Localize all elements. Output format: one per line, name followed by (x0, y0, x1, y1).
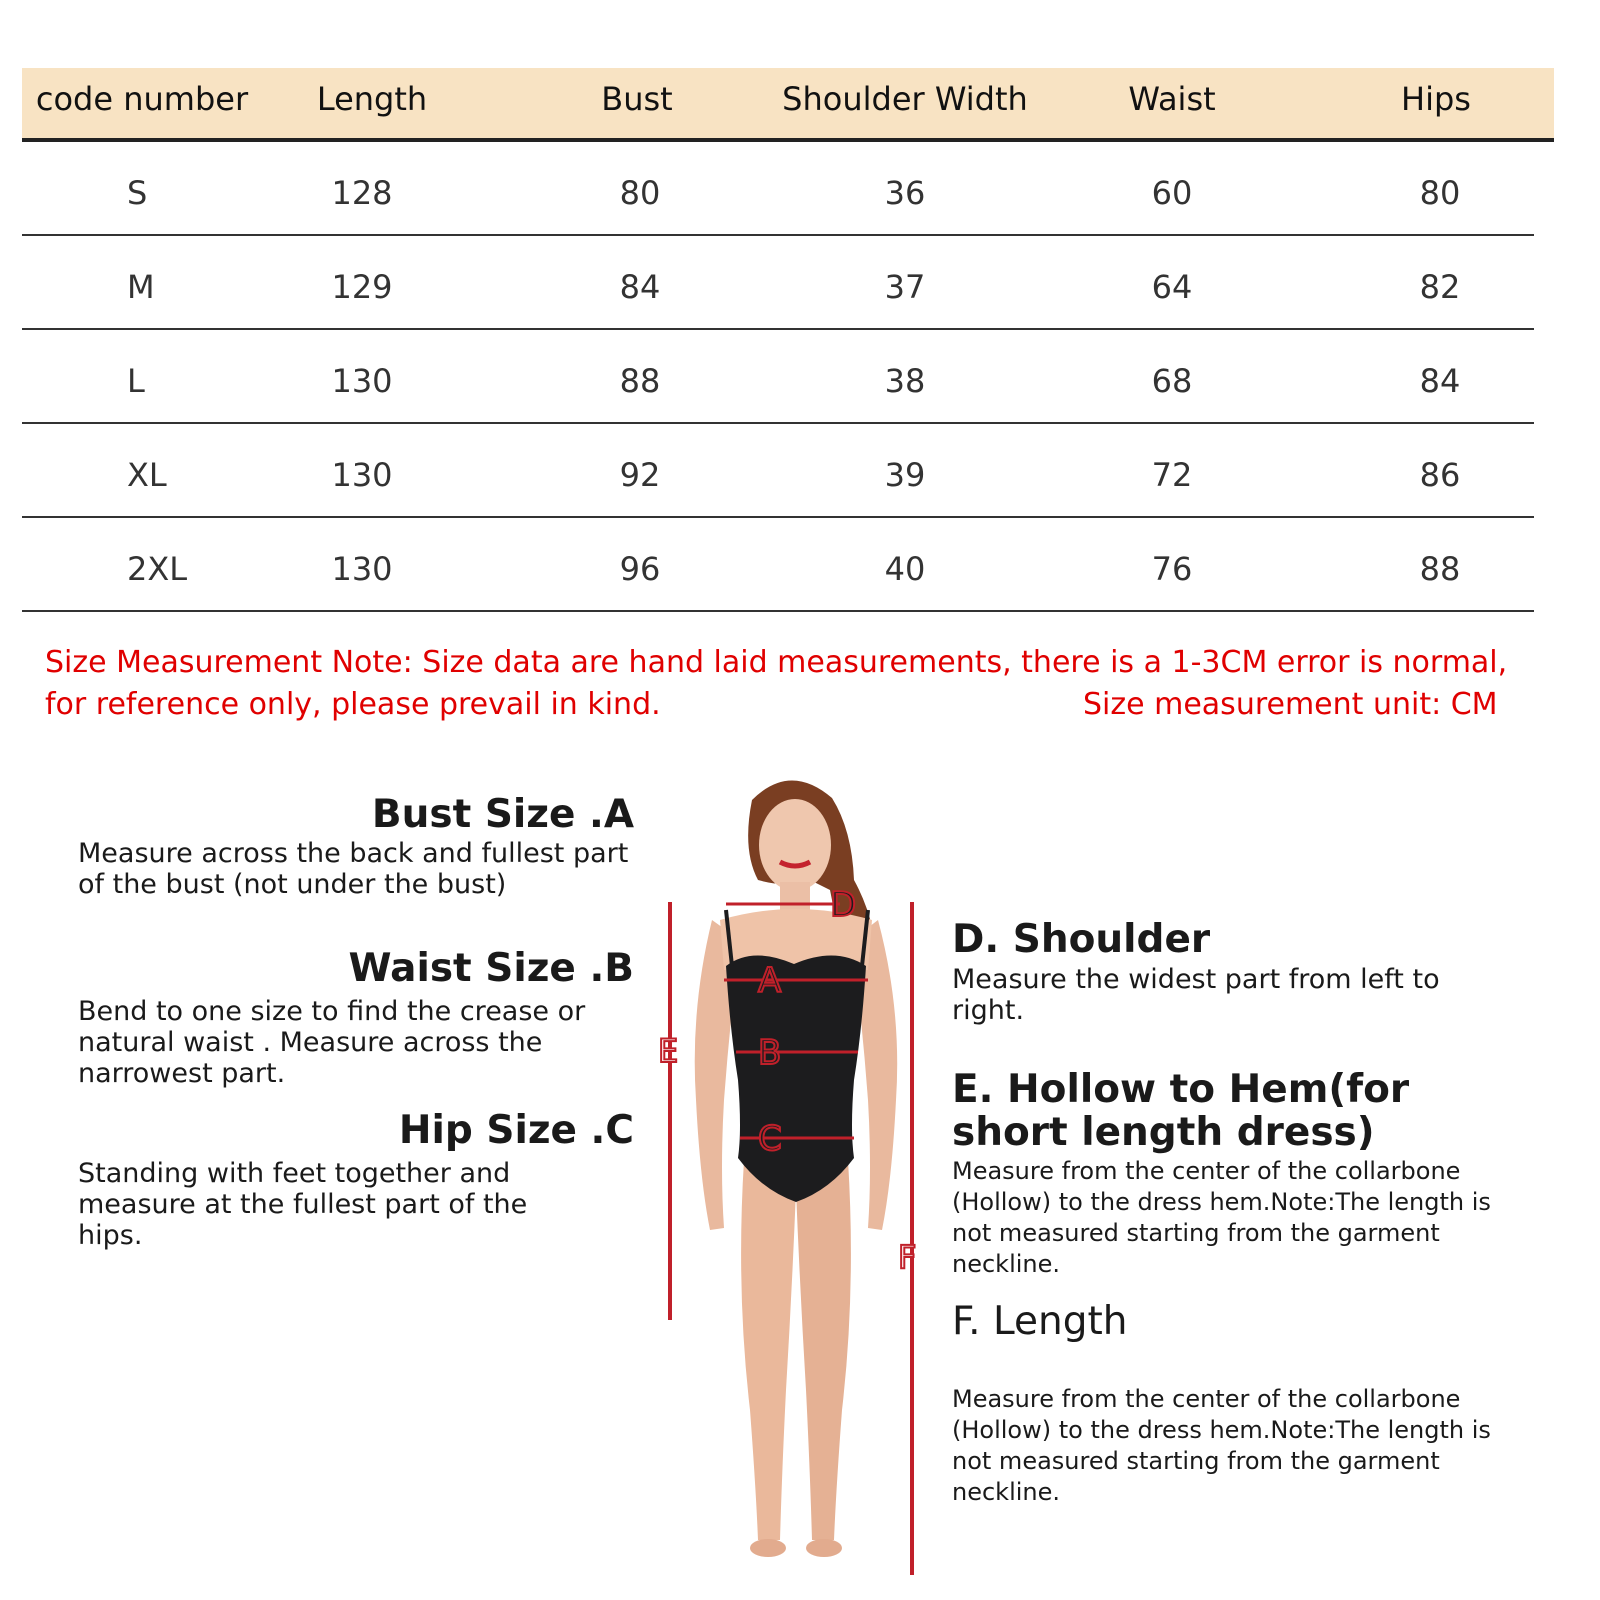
header-waist: Waist (1128, 80, 1216, 118)
header-shoulder-width: Shoulder Width (782, 80, 1028, 118)
cell-hips: 82 (1419, 268, 1461, 306)
table-row (22, 518, 1534, 612)
cell-length: 130 (331, 362, 393, 400)
note-unit: Size measurement unit: CM (1083, 687, 1498, 722)
waist-title: Waist Size .B (348, 946, 634, 991)
right-leg-shape (796, 1160, 851, 1540)
header-hips: Hips (1401, 80, 1471, 118)
cell-shoulder: 38 (884, 362, 926, 400)
label-e: E (658, 1032, 679, 1070)
left-leg-shape (741, 1160, 796, 1540)
table-row (22, 142, 1534, 236)
label-c: C (758, 1119, 782, 1159)
header-code-number: code number (35, 80, 249, 118)
cell-waist: 76 (1151, 550, 1193, 588)
header-length: Length (316, 80, 428, 118)
cell-shoulder: 39 (884, 456, 926, 494)
cell-hips: 86 (1419, 456, 1461, 494)
cell-waist: 68 (1151, 362, 1193, 400)
hip-text: Standing with feet together and measure at the fullest part of the hips. (78, 1158, 528, 1251)
cell-length: 130 (331, 456, 393, 494)
shoulder-text: Measure the widest part from left to right. (952, 964, 1440, 1026)
cell-waist: 60 (1151, 174, 1193, 212)
cell-bust: 88 (619, 362, 661, 400)
bodysuit-shape (726, 955, 866, 1202)
table-row (22, 236, 1534, 330)
cell-hips: 84 (1419, 362, 1461, 400)
cell-size: M (127, 268, 155, 306)
left-foot-shape (750, 1539, 786, 1557)
table-header (22, 68, 1554, 142)
cell-hips: 80 (1419, 174, 1461, 212)
waist-text: Bend to one size to find the crease or natural waist . Measure across the narrowest part. (78, 996, 586, 1089)
cell-hips: 88 (1419, 550, 1461, 588)
bust-title: Bust Size .A (371, 792, 634, 837)
cell-waist: 72 (1151, 456, 1193, 494)
right-foot-shape (806, 1539, 842, 1557)
shoulder-title: D. Shoulder (952, 917, 1211, 962)
cell-shoulder: 36 (884, 174, 926, 212)
hip-title: Hip Size .C (398, 1108, 634, 1153)
cell-size: S (127, 174, 148, 212)
bust-text: Measure across the back and fullest part of the bust (not under the bust) (78, 838, 629, 900)
cell-length: 128 (331, 174, 393, 212)
size-table (22, 68, 1554, 612)
cell-size: 2XL (127, 550, 188, 588)
cell-length: 129 (331, 268, 393, 306)
cell-size: XL (127, 456, 167, 494)
label-f: F (898, 1238, 917, 1276)
cell-length: 130 (331, 550, 393, 588)
table-body (22, 142, 1554, 612)
label-b: B (758, 1033, 782, 1073)
cell-size: L (127, 362, 145, 400)
hollow-text: Measure from the center of the collarbone (Hollow) to the dress hem.Note:The length is not measured starting from the garment neckline. (952, 1157, 1491, 1278)
label-d: D (830, 885, 857, 925)
model-figure (640, 770, 930, 1600)
note-line-2: for reference only, please prevail in kind. (45, 687, 661, 722)
measurement-note (45, 642, 1565, 726)
neck-shape (780, 882, 810, 912)
label-a: A (758, 961, 782, 1001)
cell-bust: 80 (619, 174, 661, 212)
cell-shoulder: 37 (884, 268, 926, 306)
cell-shoulder: 40 (884, 550, 926, 588)
cell-bust: 84 (619, 268, 661, 306)
cell-bust: 96 (619, 550, 661, 588)
cell-waist: 64 (1151, 268, 1193, 306)
face-shape (759, 799, 831, 891)
note-line-1: Size Measurement Note: Size data are hand laid measurements, there is a 1-3CM error is normal, (45, 645, 1508, 680)
hollow-title: E. Hollow to Hem(for short length dress) (952, 1067, 1410, 1155)
length-text: Measure from the center of the collarbone (Hollow) to the dress hem.Note:The length is not measured starting from the garment neckline. (952, 1385, 1491, 1506)
header-bust: Bust (601, 80, 673, 118)
table-row (22, 424, 1534, 518)
length-title: F. Length (952, 1299, 1128, 1344)
table-row (22, 330, 1534, 424)
cell-bust: 92 (619, 456, 661, 494)
